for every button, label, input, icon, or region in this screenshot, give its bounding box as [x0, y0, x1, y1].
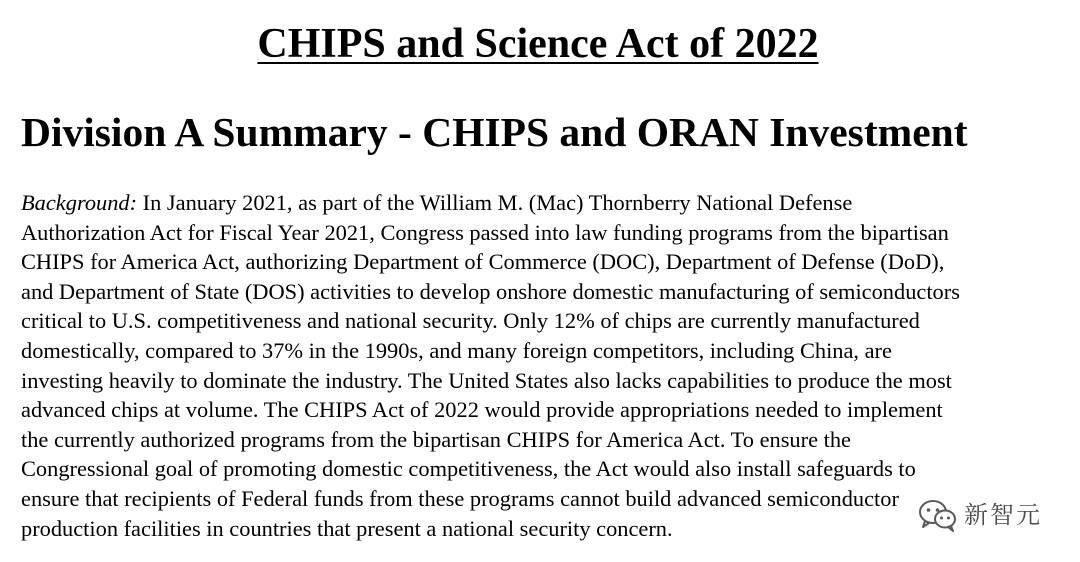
paragraph-line-3: CHIPS for America Act, authorizing Department of Commerce (DOC), Department of Defense (DoD),: [21, 249, 945, 275]
paragraph-line-8: advanced chips at volume. The CHIPS Act of 2022 would provide appropriations needed to implement: [21, 397, 943, 423]
paragraph-line-11: ensure that recipients of Federal funds from these programs cannot build advanced semiconductor: [21, 485, 899, 511]
background-label: Background:: [21, 190, 138, 215]
document-title: CHIPS and Science Act of 2022: [257, 21, 819, 67]
paragraph-line-2: Authorization Act for Fiscal Year 2021, Congress passed into law funding programs from the bipartisan: [21, 219, 949, 245]
paragraph-line-1: [21, 188, 1071, 218]
background-paragraph: [21, 188, 1071, 543]
wechat-logo-icon: [918, 498, 958, 532]
paragraph-line-9: the currently authorized programs from the bipartisan CHIPS for America Act. To ensure the: [21, 426, 851, 452]
paragraph-line-1-text: In January 2021, as part of the William M. (Mac) Thornberry National Defense: [137, 190, 853, 215]
paragraph-line-7: investing heavily to dominate the industry. The United States also lacks capabilities to produce the most: [21, 367, 952, 393]
watermark-text: 新智元: [964, 501, 1042, 529]
paragraph-line-6: domestically, compared to 37% in the 1990s, and many foreign competitors, including China, are: [21, 337, 892, 363]
paragraph-line-10: Congressional goal of promoting domestic competitiveness, the Act would also install safeguards to: [21, 456, 916, 482]
watermark: [916, 495, 1048, 535]
paragraph-line-4: and Department of State (DOS) activities to develop onshore domestic manufacturing of semiconductors: [21, 278, 960, 304]
paragraph-line-12: production facilities in countries that present a national security concern.: [21, 515, 673, 541]
paragraph-line-5: critical to U.S. competitiveness and national security. Only 12% of chips are currently manufactured: [21, 308, 920, 334]
division-title: Division A Summary - CHIPS and ORAN Investment: [21, 109, 968, 155]
